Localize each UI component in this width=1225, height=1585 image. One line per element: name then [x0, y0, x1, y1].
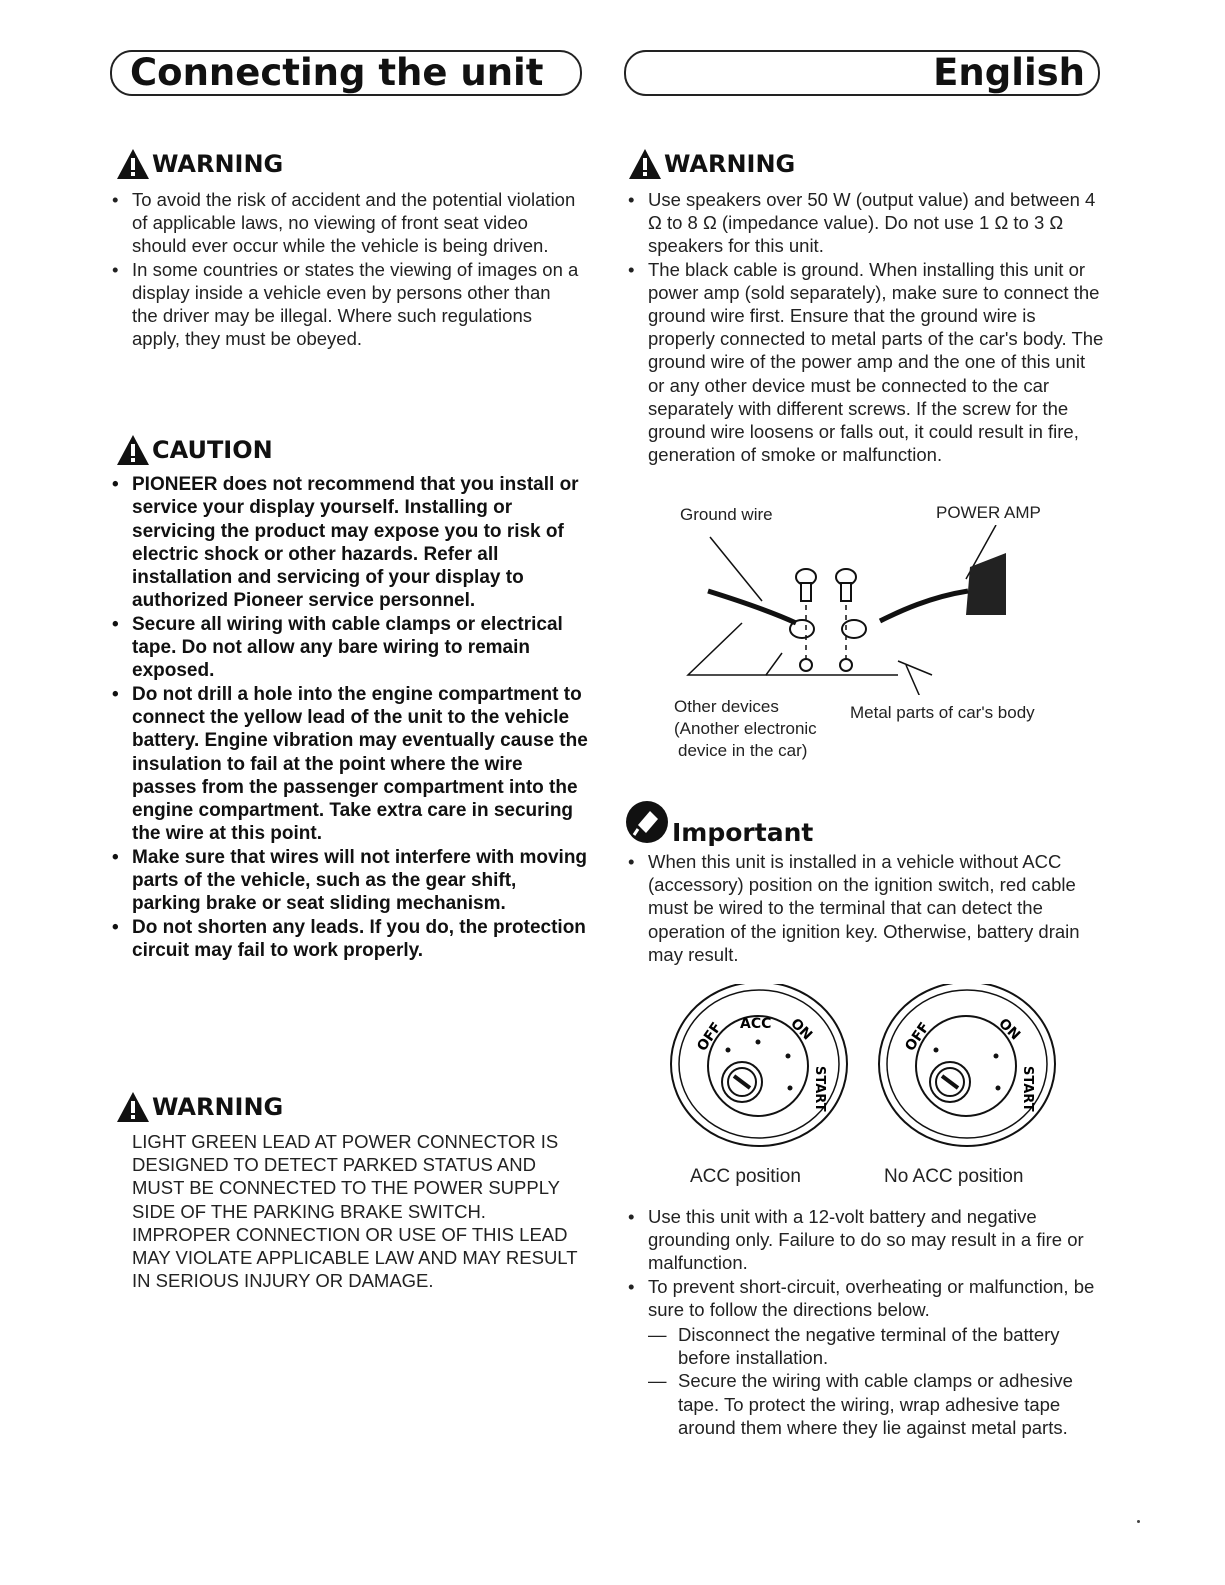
important-heading: Important	[624, 796, 813, 847]
label-other-devices-2: (Another electronic	[674, 719, 817, 738]
list-item: • Do not shorten any leads. If you do, the protection circuit may fail to work properly.	[110, 916, 588, 963]
language-label: English	[933, 51, 1085, 94]
list-item: • The black cable is ground. When installing this unit or power amp (sold separately), make sure to connect the ground wire first. Ensure that the ground wire is properly connected to metal parts of the car's body. The ground wire of the power amp and the one of this unit or any other device must be connected to the car separately with different screws. If the screw for the ground wire loosens or falls out, it could result in fire, generation of smoke or malfunction.	[626, 258, 1106, 467]
list-item: • When this unit is installed in a vehicle without ACC (accessory) position on the ignition switch, red cable must be wired to the terminal that can detect the operation of the ignition key. Otherwise, battery drain may result.	[626, 850, 1108, 966]
warning-icon	[116, 1091, 150, 1123]
list-item: • To avoid the risk of accident and the potential violation of applicable laws, no viewing of front seat video should ever occur while the vehicle is being driven.	[110, 188, 580, 258]
warning-icon	[116, 148, 150, 180]
no-acc-ignition-diagram	[872, 984, 1062, 1154]
screw-icon	[836, 569, 856, 601]
start-label: START	[812, 1066, 827, 1112]
page-mark	[1137, 1520, 1140, 1523]
off-label: OFF	[694, 1019, 726, 1055]
important-icon	[624, 799, 670, 845]
on-label: ON	[995, 1015, 1024, 1044]
important-list-1	[626, 850, 1108, 966]
list-item: • Use this unit with a 12-volt battery and negative grounding only. Failure to do so may result in a fire or malfunction.	[626, 1205, 1108, 1275]
warning-heading-2: WARNING	[116, 1091, 283, 1123]
screw-icon	[796, 569, 816, 601]
warning-heading-1: WARNING	[116, 148, 283, 180]
list-item: • Make sure that wires will not interfere with moving parts of the vehicle, such as the gear shift, parking brake or seat sliding mechanism.	[110, 846, 588, 916]
warning1-list	[110, 188, 580, 350]
label-other-devices-3: device in the car)	[678, 741, 808, 760]
list-item: • PIONEER does not recommend that you install or service your display yourself. Installing or servicing the product may expose you to risk of electric shock or other hazards. Refer all installation and servicing of your display to authorized Pioneer service personnel.	[110, 473, 588, 613]
off-label: OFF	[902, 1019, 934, 1055]
warning-icon	[628, 148, 662, 180]
page-title: Connecting the unit	[130, 51, 544, 94]
caution-icon	[116, 434, 150, 466]
label-power-amp: POWER AMP	[936, 503, 1041, 522]
sub-list-item: — Disconnect the negative terminal of the battery before installation.	[648, 1323, 1108, 1369]
label-other-devices-1: Other devices	[674, 697, 779, 716]
right-warning-list	[626, 188, 1106, 466]
on-label: ON	[787, 1015, 816, 1044]
important-list-2	[626, 1205, 1108, 1439]
list-item: • Do not drill a hole into the engine compartment to connect the yellow lead of the unit to the vehicle battery. Engine vibration may eventually cause the insulation to fail at the point where the wire passes from the passenger compartment into the engine compartment. Take extra care in securing the wire at this point.	[110, 683, 588, 846]
label-ground-wire: Ground wire	[680, 505, 773, 524]
caution-list	[110, 473, 588, 962]
acc-position-label: ACC position	[690, 1166, 801, 1187]
warning-heading-right: WARNING	[628, 148, 795, 180]
list-item: • Secure all wiring with cable clamps or electrical tape. Do not allow any bare wiring to remain exposed.	[110, 613, 588, 683]
label-metal-parts: Metal parts of car's body	[850, 703, 1035, 722]
caution-heading: CAUTION	[116, 434, 273, 466]
list-item: • To prevent short-circuit, overheating or malfunction, be sure to follow the directions below. — Disconnect the negative terminal of the battery before installation. — Secure the wiring with cable clamps or adhesive tape. To protect the wiring, wrap adhesive tape around them where they lie against metal parts.	[626, 1275, 1108, 1439]
list-item: • In some countries or states the viewing of images on a display inside a vehicle even by persons other than the driver may be illegal. Where such regulations apply, they must be obeyed.	[110, 258, 580, 351]
sub-list-item: — Secure the wiring with cable clamps or adhesive tape. To protect the wiring, wrap adhesive tape around them where they lie against metal parts.	[648, 1369, 1108, 1439]
ground-wire-diagram	[670, 525, 1050, 695]
acc-ignition-diagram	[664, 984, 854, 1154]
list-item: • Use speakers over 50 W (output value) and between 4 Ω to 8 Ω (impedance value). Do not use 1 Ω to 3 Ω speakers for this unit.	[626, 188, 1106, 258]
no-acc-position-label: No ACC position	[884, 1166, 1024, 1187]
acc-marker: ACC	[740, 1016, 772, 1032]
start-label: START	[1020, 1066, 1035, 1112]
warning2-text: LIGHT GREEN LEAD AT POWER CONNECTOR IS DESIGNED TO DETECT PARKED STATUS AND MUST BE CONNECTED TO THE POWER SUPPLY SIDE OF THE PARKING BRAKE SWITCH. IMPROPER CONNECTION OR USE OF THIS LEAD MAY VIOLATE APPLICABLE LAW AND MAY RESULT IN SERIOUS INJURY OR DAMAGE.	[132, 1131, 578, 1292]
